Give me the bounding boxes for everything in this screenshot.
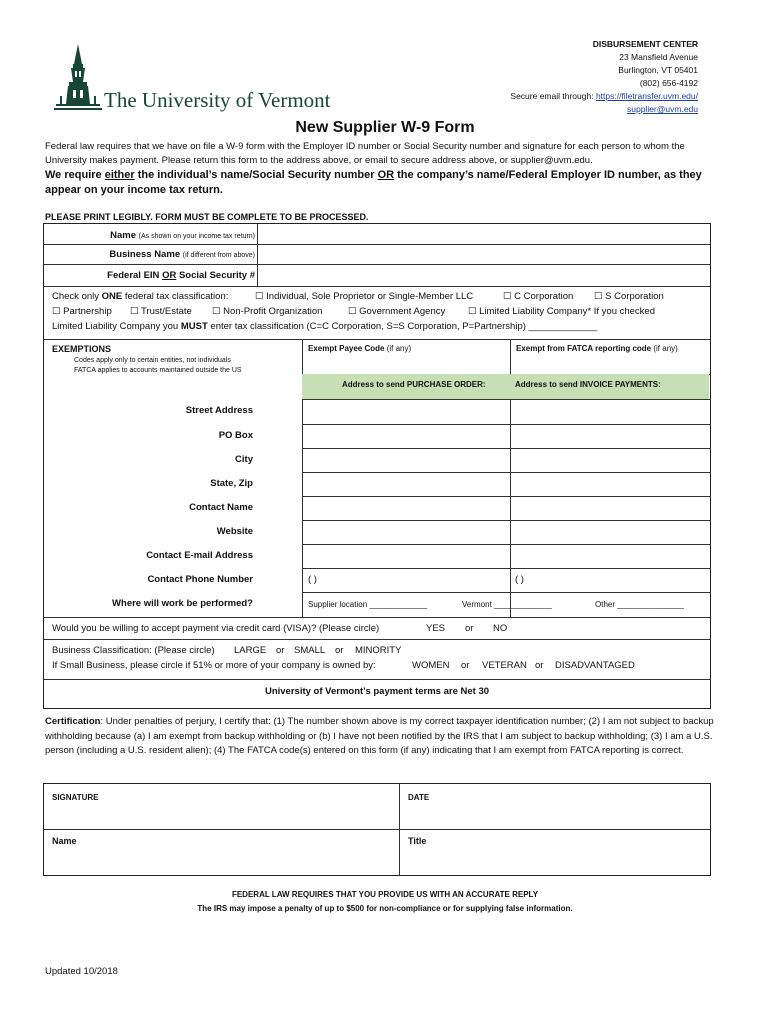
minority-option[interactable]: MINORITY bbox=[355, 645, 402, 656]
checkbox-llc[interactable]: ☐ Limited Liability Company* If you checked bbox=[468, 306, 655, 317]
contact-email-label: Contact E-mail Address bbox=[146, 550, 253, 561]
city-label: City bbox=[235, 454, 253, 465]
vermont-location-field[interactable]: Vermont _____________ bbox=[462, 600, 552, 609]
class-text: federal tax classification: bbox=[122, 291, 229, 302]
exempt-payee-code-label bbox=[308, 344, 411, 353]
business-hint: (if different from above) bbox=[182, 252, 255, 259]
require-part: the individual’s name/Social Security number bbox=[134, 169, 378, 181]
disadvantaged-option[interactable]: DISADVANTAGED bbox=[555, 660, 635, 671]
option-label: Government Agency bbox=[359, 306, 446, 317]
credit-no-option[interactable]: NO bbox=[493, 623, 508, 634]
form-title: New Supplier W-9 Form bbox=[295, 119, 475, 136]
po-contact-name-input[interactable] bbox=[303, 497, 509, 519]
purchase-order-address-heading: Address to send PURCHASE ORDER: bbox=[342, 380, 486, 389]
website-label: Website bbox=[216, 526, 253, 537]
if-any: (if any) bbox=[653, 344, 678, 353]
office-address-block bbox=[510, 38, 698, 116]
veteran-option[interactable]: VETERAN bbox=[482, 660, 527, 671]
supplier-email-link[interactable]: supplier@uvm.edu bbox=[627, 104, 698, 114]
federal-law-notice: FEDERAL LAW REQUIRES THAT YOU PROVIDE US WITH AN ACCURATE REPLY bbox=[231, 890, 539, 899]
business-label-text: Business Name bbox=[109, 249, 181, 260]
intro-paragraph: Federal law requires that we have on file a W-9 form with the Employer ID number or Social Security number and signature for each person to whom the University makes payment. Please return this form to the address above, or email to secure address above, or supplier@uvm.edu. bbox=[45, 141, 685, 166]
ssn-text: Social Security # bbox=[176, 270, 255, 281]
signature-label: SIGNATURE bbox=[52, 793, 99, 802]
require-part: We require bbox=[45, 169, 105, 181]
invoice-website-input[interactable] bbox=[511, 521, 709, 543]
certification-label: Certification bbox=[45, 716, 101, 727]
po-box-label: PO Box bbox=[218, 430, 253, 441]
or-text: or bbox=[335, 645, 344, 656]
po-email-input[interactable] bbox=[303, 545, 509, 567]
invoice-contact-name-input[interactable] bbox=[511, 497, 709, 519]
require-either: either bbox=[104, 169, 135, 181]
checkbox-partnership[interactable]: ☐ Partnership bbox=[52, 306, 112, 317]
invoice-state-zip-input[interactable] bbox=[511, 473, 709, 495]
checkbox-c-corporation[interactable]: ☐ C Corporation bbox=[503, 291, 574, 302]
class-text: Check only bbox=[52, 291, 102, 302]
exemptions-heading: EXEMPTIONS bbox=[52, 344, 112, 354]
certification-text: : Under penalties of perjury, I certify that: (1) The number shown above is my correct taxpayer identification number; (2) I am not subject to backup withholding because (a) I am exempt from backup withholding or (b) I have not been notified by the IRS that I am subject to backup withholding; (3) I am a U.S. person (including a U.S. resident alien); (4) The FATCA code(s) entered on this form (if any) indicating that I am exempt from FATCA reporting is correct. bbox=[45, 716, 714, 756]
checkbox-trust-estate[interactable]: ☐ Trust/Estate bbox=[130, 306, 192, 317]
po-street-input[interactable] bbox=[303, 400, 509, 423]
po-website-input[interactable] bbox=[303, 521, 509, 543]
credit-or-text: or bbox=[465, 623, 474, 634]
name-input[interactable] bbox=[258, 225, 709, 243]
secure-email-label: Secure email through: bbox=[510, 91, 596, 101]
exempt-fatca-label bbox=[516, 344, 678, 353]
contact-phone-label: Contact Phone Number bbox=[147, 574, 253, 585]
invoice-phone-input[interactable]: ( ) bbox=[515, 574, 524, 585]
invoice-po-box-input[interactable] bbox=[511, 425, 709, 447]
ein-ssn-label bbox=[107, 270, 255, 281]
office-name: DISBURSEMENT CENTER bbox=[592, 39, 698, 49]
office-city: Burlington, VT 05401 bbox=[618, 65, 698, 75]
class-text: Limited Liability Company you bbox=[52, 321, 181, 332]
require-or: OR bbox=[377, 169, 395, 181]
date-input[interactable] bbox=[401, 806, 708, 828]
signer-title-input[interactable] bbox=[401, 850, 708, 874]
large-option[interactable]: LARGE bbox=[234, 645, 267, 656]
po-city-input[interactable] bbox=[303, 449, 509, 471]
supplier-form-table bbox=[43, 223, 711, 709]
certification-paragraph bbox=[45, 715, 725, 759]
signer-title-label: Title bbox=[408, 836, 427, 846]
filetransfer-link[interactable]: https://filetransfer.uvm.edu/ bbox=[595, 91, 698, 101]
office-phone: (802) 656-4192 bbox=[639, 78, 698, 88]
business-classification-label: Business Classification: (Please circle) bbox=[52, 645, 215, 656]
signature-input[interactable] bbox=[45, 806, 397, 828]
or-text: or bbox=[461, 660, 470, 671]
updated-date: Updated 10/2018 bbox=[45, 966, 118, 977]
if-any: (if any) bbox=[386, 344, 412, 353]
signature-table bbox=[43, 783, 711, 876]
credit-yes-option[interactable]: YES bbox=[426, 623, 446, 634]
checkbox-s-corporation[interactable]: ☐ S Corporation bbox=[594, 291, 664, 302]
tower-emblem-icon bbox=[54, 44, 102, 110]
classification-line-3 bbox=[52, 321, 597, 332]
ein-text: Federal EIN bbox=[107, 270, 163, 281]
business-name-input[interactable] bbox=[258, 245, 709, 263]
checkbox-individual[interactable]: ☐ Individual, Sole Proprietor or Single-Member LLC bbox=[255, 291, 474, 302]
date-label: DATE bbox=[408, 793, 430, 802]
po-phone-input[interactable]: ( ) bbox=[308, 574, 317, 585]
invoice-street-input[interactable] bbox=[511, 400, 709, 423]
requirement-statement bbox=[45, 168, 725, 198]
invoice-email-input[interactable] bbox=[511, 545, 709, 567]
name-label-text: Name bbox=[110, 230, 137, 241]
require-part: the company’s name/Federal Employer ID number, as they appear on your income tax return. bbox=[45, 169, 702, 196]
option-label: C Corporation bbox=[514, 291, 574, 302]
or-text: or bbox=[276, 645, 285, 656]
state-zip-label: State, Zip bbox=[210, 478, 253, 489]
credit-card-question: Would you be willing to accept payment via credit card (VISA)? (Please circle) bbox=[52, 623, 380, 634]
po-state-zip-input[interactable] bbox=[303, 473, 509, 495]
contact-name-label: Contact Name bbox=[189, 502, 253, 513]
street-address-label: Street Address bbox=[185, 405, 253, 416]
ein-ssn-input[interactable] bbox=[258, 265, 709, 285]
class-must: MUST bbox=[180, 321, 208, 332]
office-street: 23 Mansfield Avenue bbox=[619, 52, 698, 62]
checkbox-non-profit[interactable]: ☐ Non-Profit Organization bbox=[212, 306, 323, 317]
supplier-location-field[interactable]: Supplier location _____________ bbox=[308, 600, 428, 609]
option-label: Limited Liability Company* If you checked bbox=[479, 306, 655, 317]
ein-or: OR bbox=[162, 270, 177, 281]
logo-wordmark: The University of Vermont bbox=[104, 88, 331, 112]
or-text: or bbox=[535, 660, 544, 671]
signer-name-label: Name bbox=[52, 836, 77, 846]
business-name-label bbox=[109, 249, 255, 260]
name-hint: (As shown on your income tax return) bbox=[138, 233, 255, 240]
small-business-ownership-label: If Small Business, please circle if 51% or more of your company is owned by: bbox=[52, 660, 376, 671]
po-box-input[interactable] bbox=[303, 425, 509, 447]
name-label bbox=[110, 230, 255, 241]
other-location-field[interactable]: Other _______________ bbox=[595, 600, 684, 609]
print-notice: PLEASE PRINT LEGIBLY. FORM MUST BE COMPLETE TO BE PROCESSED. bbox=[45, 212, 369, 222]
invoice-address-heading: Address to send INVOICE PAYMENTS: bbox=[515, 380, 661, 389]
option-label: Partnership bbox=[63, 306, 112, 317]
checkbox-government[interactable]: ☐ Government Agency bbox=[348, 306, 446, 317]
irs-penalty-notice: The IRS may impose a penalty of up to $500 for non-compliance or for supplying false information. bbox=[197, 904, 573, 913]
invoice-city-input[interactable] bbox=[511, 449, 709, 471]
option-label: S Corporation bbox=[605, 291, 664, 302]
option-label: Non-Profit Organization bbox=[223, 306, 323, 317]
exempt-fatca-text: Exempt from FATCA reporting code bbox=[516, 344, 652, 353]
secure-email-line bbox=[510, 90, 698, 103]
work-location-label: Where will work be performed? bbox=[112, 598, 253, 609]
exemptions-note-1: Codes apply only to certain entities, not individuals bbox=[74, 357, 231, 364]
classification-line-1 bbox=[52, 291, 228, 302]
small-option[interactable]: SMALL bbox=[294, 645, 326, 656]
option-label: Trust/Estate bbox=[140, 306, 192, 317]
signer-name-input[interactable] bbox=[45, 850, 397, 874]
option-label: Individual, Sole Proprietor or Single-Member LLC bbox=[266, 291, 474, 302]
payment-terms: University of Vermont’s payment terms are Net 30 bbox=[264, 686, 490, 697]
class-text: enter tax classification (C=C Corporation, S=S Corporation, P=Partnership) _____________ bbox=[207, 321, 598, 332]
women-option[interactable]: WOMEN bbox=[412, 660, 450, 671]
exemptions-note-2: FATCA applies to accounts maintained outside the US bbox=[74, 367, 242, 374]
exempt-payee-text: Exempt Payee Code bbox=[308, 344, 385, 353]
class-one: ONE bbox=[101, 291, 123, 302]
